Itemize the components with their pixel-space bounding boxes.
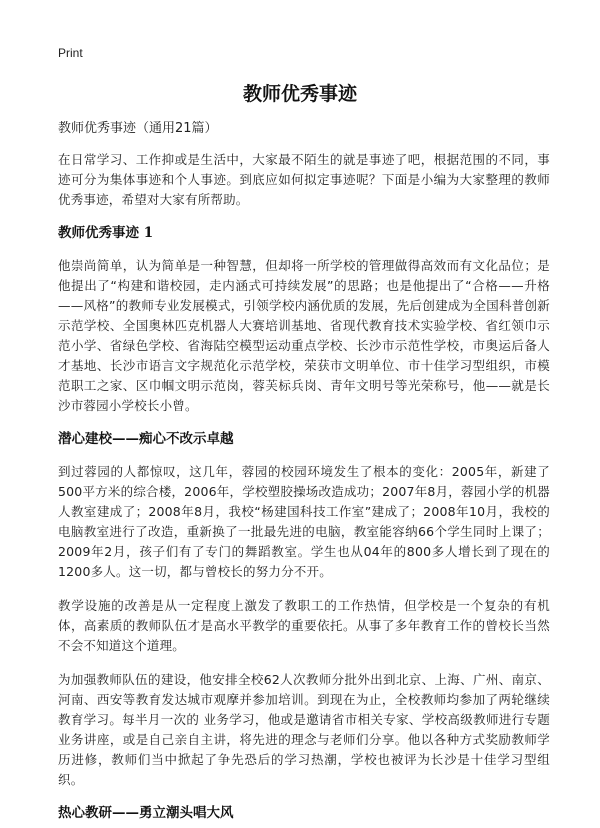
document-body xyxy=(58,120,550,828)
page-title: 教师优秀事迹 xyxy=(242,83,357,105)
intro-paragraph: 在日常学习、工作抑或是生活中，大家最不陌生的就是事迹了吧，根据范围的不同，事迹可分为集体事迹和个人事迹。到底应如何拟定事迹呢？下面是小编为大家整理的教师优秀事迹，希望对大家有所帮助。 xyxy=(58,152,550,207)
section-2-paragraph-3: 为加强教师队伍的建设，他安排全校62人次教师分批外出到北京、上海、广州、南京、河南、西安等教育发达城市观摩并参加培训。到现在为止，全校教师均参加了两轮继续教育学习。每半月一次的 业务学习，他或是邀请省市相关专家、学校高级教师进行专题业务讲座，或是自己亲自主讲，将先进的理念与老师们分享。他以各种方式奖励教师学历进修，教师们当中掀起了争先恐后的学习热潮，学校也被评为长沙是十佳学习型组织。 xyxy=(58,672,550,787)
section-1-paragraph: 他崇尚简单，认为简单是一种智慧，但却将一所学校的管理做得高效而有文化品位；是他提出了“构建和谐校园，走内涵式可持续发展”的思路；也是他提出了“合格——升格——风格”的教师专业发展模式，引领学校内涵优质的发展，先后创建成为全国科普创新示范学校、全国奥林匹克机器人大赛培训基地、省现代教育技术实验学校、省红领巾示范小学、省绿色学校、省海陆空模型运动重点学校、长沙市示范性学校，市奥运后备人才基地、长沙市语言文字规范化示范学校，荣获市文明单位、市十佳学习型组织，市模范职工之家、区巾帼文明示范岗，蓉芙标兵岗、青年文明号等光荣称号，他——就是长沙市蓉园小学校长小曾。 xyxy=(58,258,550,413)
section-2-paragraph-2: 教学设施的改善是从一定程度上激发了教职工的工作热情，但学校是一个复杂的有机体，高素质的教师队伍才是高水平教学的重要依托。从事了多年教育工作的曾校长当然不会不知道这个道理。 xyxy=(58,598,550,653)
section-2-paragraph-1: 到过蓉园的人都惊叹，这几年，蓉园的校园环境发生了根本的变化：2005年，新建了500平方米的综合楼，2006年，学校塑胶操场改造成功；2007年8月，蓉园小学的机器人教室建成了；2008年8月，我校“杨建国科技工作室”建成了；2008年10月，我校的电脑教室进行了改造，重新换了一批最先进的电脑，教室能容纳66个学生同时上课了；2009年2月，孩子们有了专门的舞蹈教室。学生也从04年的800多人增长到了现在的1200多人。这一切，都与曾校长的努力分不开。 xyxy=(58,464,550,579)
section-heading-1: 教师优秀事迹 1 xyxy=(58,225,154,241)
document-subtitle: 教师优秀事迹（通用21篇） xyxy=(58,121,218,136)
print-link[interactable]: Print xyxy=(58,46,83,60)
section-heading-2: 潜心建校——痴心不改示卓越 xyxy=(58,431,234,447)
section-heading-3: 热心教研——勇立潮头唱大风 xyxy=(58,805,234,821)
